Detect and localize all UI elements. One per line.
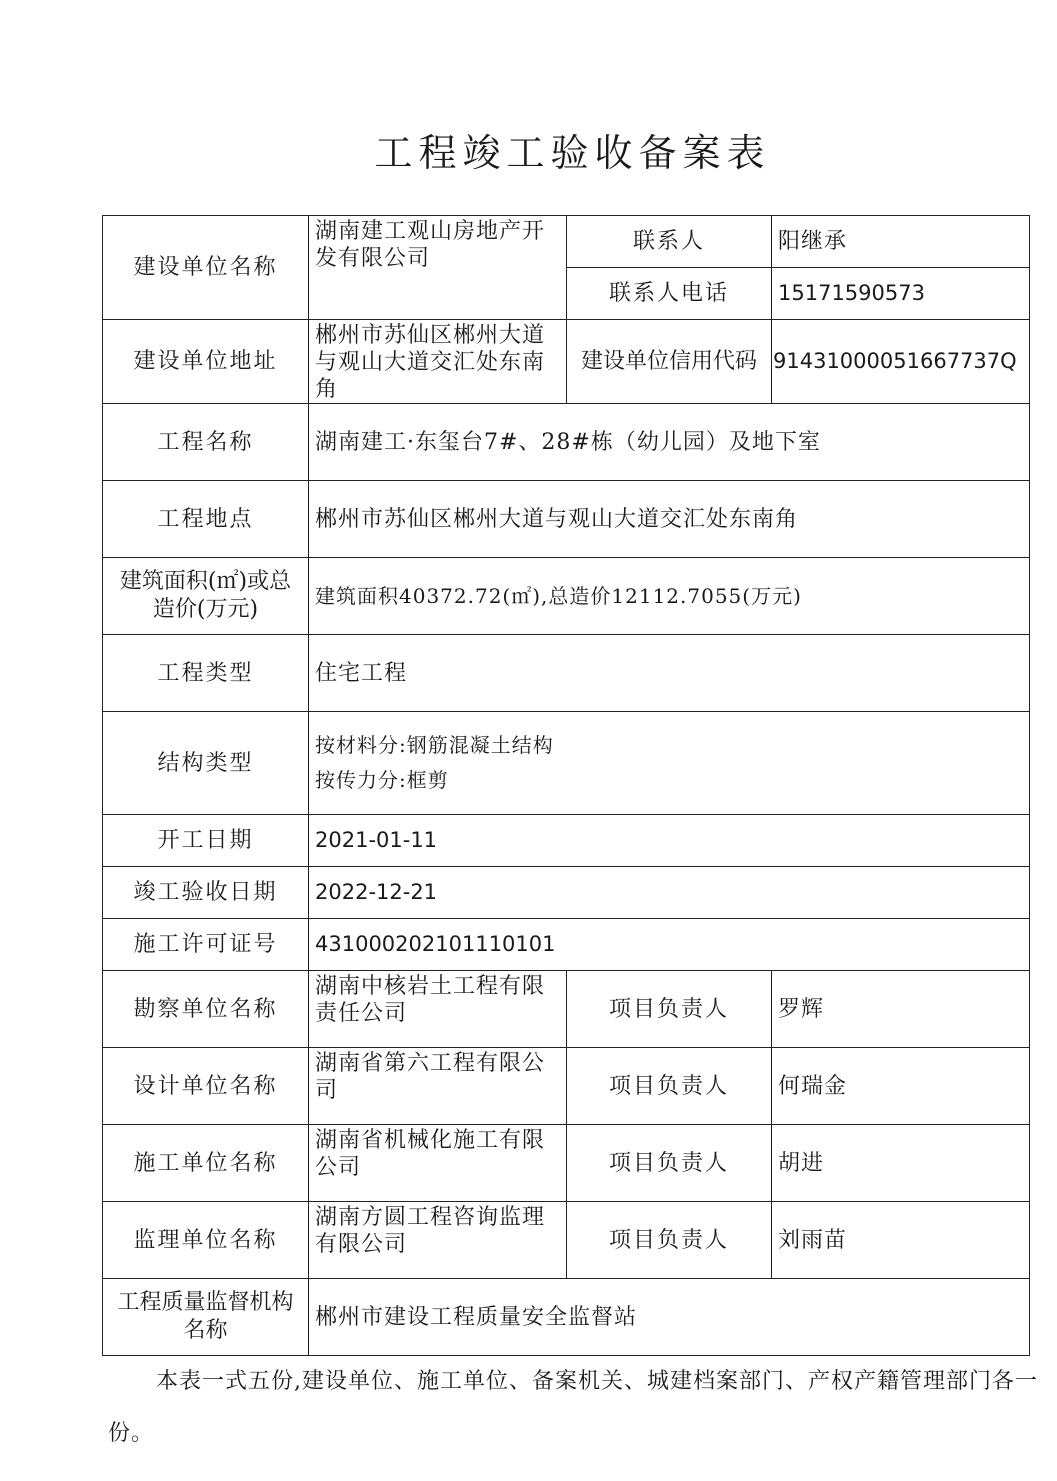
construction-person: 胡进 bbox=[772, 1125, 1030, 1202]
table-row bbox=[103, 481, 1030, 558]
credit-code-value: 91431000051667737Q bbox=[772, 320, 1030, 404]
survey-unit-name: 湖南中核岩土工程有限责任公司 bbox=[309, 971, 567, 1048]
quality-agency-value: 郴州市建设工程质量安全监督站 bbox=[309, 1279, 1030, 1356]
start-date-label: 开工日期 bbox=[103, 815, 309, 867]
table-row bbox=[103, 919, 1030, 971]
table-row bbox=[103, 558, 1030, 635]
permit-number-label: 施工许可证号 bbox=[103, 919, 309, 971]
construction-unit-label: 施工单位名称 bbox=[103, 1125, 309, 1202]
table-row bbox=[103, 216, 1030, 268]
contact-value: 阳继承 bbox=[772, 216, 1030, 268]
construction-role-label: 项目负责人 bbox=[567, 1125, 772, 1202]
design-person: 何瑞金 bbox=[772, 1048, 1030, 1125]
survey-person: 罗辉 bbox=[772, 971, 1030, 1048]
page-title: 工程竣工验收备案表 bbox=[374, 131, 771, 175]
project-name-label: 工程名称 bbox=[103, 404, 309, 481]
design-role-label: 项目负责人 bbox=[567, 1048, 772, 1125]
survey-role-label: 项目负责人 bbox=[567, 971, 772, 1048]
structure-type-label: 结构类型 bbox=[103, 712, 309, 815]
record-form-table bbox=[102, 215, 1030, 1356]
quality-agency-label: 工程质量监督机构名称 bbox=[103, 1279, 309, 1356]
table-row bbox=[103, 1279, 1030, 1356]
permit-number-value: 431000202101110101 bbox=[309, 919, 1030, 971]
builder-name-label: 建设单位名称 bbox=[103, 216, 309, 320]
contact-phone-value: 15171590573 bbox=[772, 268, 1030, 320]
table-row bbox=[103, 320, 1030, 404]
completion-date-label: 竣工验收日期 bbox=[103, 867, 309, 919]
table-row bbox=[103, 1202, 1030, 1279]
project-location-value: 郴州市苏仙区郴州大道与观山大道交汇处东南角 bbox=[309, 481, 1030, 558]
builder-name-value: 湖南建工观山房地产开发有限公司 bbox=[309, 216, 567, 320]
supervision-unit-label: 监理单位名称 bbox=[103, 1202, 309, 1279]
credit-code-label: 建设单位信用代码 bbox=[567, 320, 772, 404]
structure-by-material: 按材料分:钢筋混凝土结构 bbox=[315, 733, 554, 757]
builder-address-value: 郴州市苏仙区郴州大道与观山大道交汇处东南角 bbox=[309, 320, 567, 404]
table-row bbox=[103, 635, 1030, 712]
supervision-person: 刘雨苗 bbox=[772, 1202, 1030, 1279]
contact-phone-label: 联系人电话 bbox=[567, 268, 772, 320]
project-type-value: 住宅工程 bbox=[309, 635, 1030, 712]
design-unit-name: 湖南省第六工程有限公司 bbox=[309, 1048, 567, 1125]
project-name-value: 湖南建工·东玺台7#、28#栋（幼儿园）及地下室 bbox=[309, 404, 1030, 481]
table-row bbox=[103, 1048, 1030, 1125]
project-location-label: 工程地点 bbox=[103, 481, 309, 558]
structure-by-load: 按传力分:框剪 bbox=[315, 768, 449, 792]
contact-label: 联系人 bbox=[567, 216, 772, 268]
start-date-value: 2021-01-11 bbox=[309, 815, 1030, 867]
construction-unit-name: 湖南省机械化施工有限公司 bbox=[309, 1125, 567, 1202]
footnote: 本表一式五份,建设单位、施工单位、备案机关、城建档案部门、产权产籍管理部门各一份。 bbox=[108, 1369, 1038, 1446]
design-unit-label: 设计单位名称 bbox=[103, 1048, 309, 1125]
table-row bbox=[103, 1125, 1030, 1202]
area-cost-label: 建筑面积(㎡)或总造价(万元) bbox=[103, 558, 309, 635]
table-row bbox=[103, 867, 1030, 919]
structure-type-value bbox=[309, 712, 1030, 815]
supervision-unit-name: 湖南方圆工程咨询监理有限公司 bbox=[309, 1202, 567, 1279]
table-row bbox=[103, 815, 1030, 867]
table-row bbox=[103, 712, 1030, 815]
project-type-label: 工程类型 bbox=[103, 635, 309, 712]
area-cost-value: 建筑面积40372.72(㎡),总造价12112.7055(万元) bbox=[309, 558, 1030, 635]
builder-address-label: 建设单位地址 bbox=[103, 320, 309, 404]
survey-unit-label: 勘察单位名称 bbox=[103, 971, 309, 1048]
supervision-role-label: 项目负责人 bbox=[567, 1202, 772, 1279]
table-row bbox=[103, 404, 1030, 481]
completion-date-value: 2022-12-21 bbox=[309, 867, 1030, 919]
table-row bbox=[103, 971, 1030, 1048]
